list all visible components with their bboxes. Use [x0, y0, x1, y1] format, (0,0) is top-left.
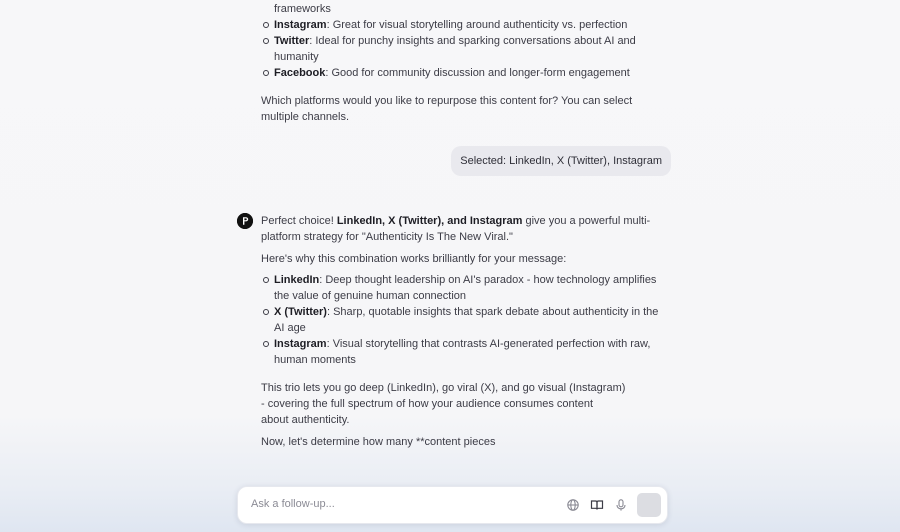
book-icon[interactable] — [590, 498, 604, 512]
next-step-text: Now, let's determine how many **content pieces — [261, 436, 496, 448]
platform-question: Which platforms would you like to repurpose this content for? You can select multiple channels. — [261, 95, 633, 123]
microphone-icon[interactable] — [614, 498, 628, 512]
logo-icon — [237, 213, 253, 229]
follow-up-composer[interactable] — [237, 486, 668, 524]
list-item: LinkedIn: Deep thought leadership on AI's paradox - how technology amplifies the value of genuine human connection — [261, 272, 661, 304]
user-message-text: Selected: LinkedIn, X (Twitter), Instagram — [460, 155, 662, 167]
list-item: X (Twitter): Sharp, quotable insights that spark debate about authenticity in the AI age — [261, 304, 661, 336]
list-item: Twitter: Ideal for punchy insights and sparking conversations about AI and humanity — [261, 33, 671, 65]
list-item: Instagram: Visual storytelling that contrasts AI-generated perfection with raw, human moments — [261, 336, 661, 368]
list-item: Facebook: Good for community discussion and longer-form engagement — [261, 65, 671, 81]
send-button[interactable] — [637, 493, 661, 517]
list-item: Instagram: Great for visual storytelling around authenticity vs. perfection — [261, 17, 671, 33]
assistant-avatar — [237, 213, 253, 229]
reason-list — [261, 272, 661, 368]
trio-summary: This trio lets you go deep (LinkedIn), go viral (X), and go visual (Instagram) - covering the full spectrum of how your audience consumes content about authenticity. — [261, 382, 626, 426]
assistant-message — [261, 213, 671, 450]
platform-list — [261, 17, 671, 81]
assistant-opening: Perfect choice! LinkedIn, X (Twitter), and Instagram give you a powerful multi-platform strategy for "Authenticity Is The New Viral." — [261, 215, 651, 243]
previous-assistant-message — [261, 0, 671, 125]
follow-up-input[interactable]: Ask a follow-up... — [251, 498, 335, 510]
globe-icon[interactable] — [566, 498, 580, 512]
why-heading: Here's why this combination works brilliantly for your message: — [261, 253, 567, 265]
user-message-bubble — [451, 146, 671, 176]
list-fragment: frameworks — [274, 3, 331, 15]
